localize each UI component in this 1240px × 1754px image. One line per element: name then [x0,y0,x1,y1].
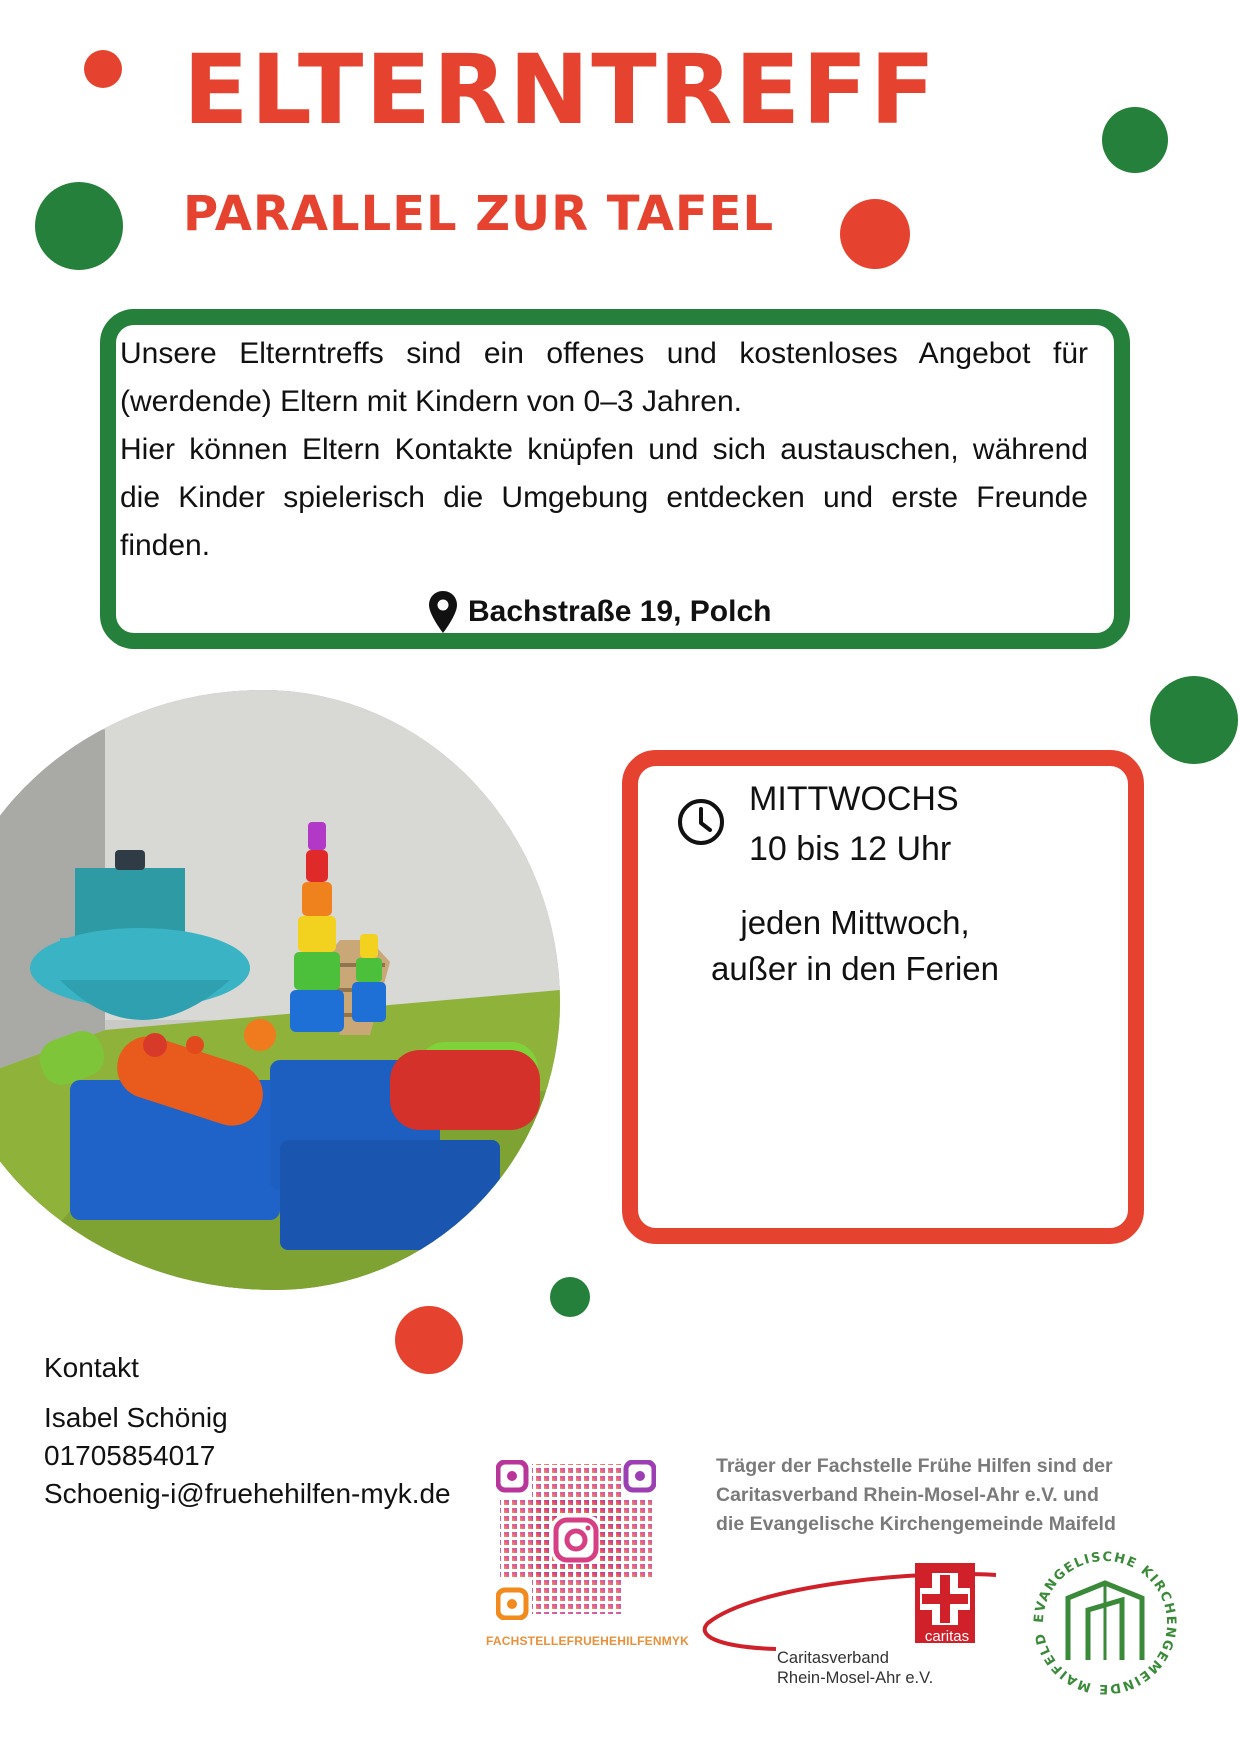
address [428,587,771,637]
sponsor-line: Caritasverband Rhein-Mosel-Ahr e.V. und [716,1484,1099,1506]
contact-name: Isabel Schönig [44,1402,228,1433]
church-logo [1030,1548,1180,1698]
decorative-dot [395,1306,463,1374]
schedule-day: MITTWOCHS [749,780,959,818]
decorative-dot [550,1277,590,1317]
caritas-name [777,1648,933,1688]
contact-heading: Kontakt [44,1352,139,1383]
page-subtitle: PARALLEL ZUR TAFEL [183,186,775,242]
info-paragraph: Unsere Elterntreffs sind ein offenes und kostenloses Angebot für (werdende) Eltern mit Kindern von 0–3 Jahren. [120,337,1088,418]
decorative-dot [1150,676,1238,764]
decorative-dot [1102,107,1168,173]
contact-email[interactable]: Schoenig-i@fruehehilfen-myk.de [44,1478,451,1509]
decorative-dot [84,50,122,88]
caritas-name-line: Rhein-Mosel-Ahr e.V. [777,1669,934,1687]
schedule-hours: 10 bis 12 Uhr [749,830,952,868]
page-title: ELTERNTREFF [183,34,938,146]
info-text [120,330,1088,570]
decorative-dot [840,199,910,269]
clock-icon [676,797,726,847]
info-paragraph: Hier können Eltern Kontakte knüpfen und sich austauschen, während die Kinder spielerisch die Umgebung entdecken und erste Freunde finden. [120,433,1088,562]
caritas-word: caritas [924,1628,970,1645]
instagram-qr-code[interactable] [496,1460,656,1620]
playroom-photo [0,690,560,1290]
contact-phone: 01705854017 [44,1440,216,1471]
sponsor-line: Träger der Fachstelle Frühe Hilfen sind der [716,1455,1113,1477]
sponsor-line: die Evangelische Kirchengemeinde Maifeld [716,1513,1116,1535]
schedule-note-line: jeden Mittwoch, [740,904,970,941]
qr-caption: FACHSTELLEFRUEHEHILFENMYK [486,1634,689,1648]
decorative-dot [35,182,123,270]
location-pin-icon [428,590,458,634]
church-logo-text: EVANGELISCHE KIRCHENGEMEINDE MAIFELD [1031,1549,1179,1697]
sponsor-text [716,1452,1186,1539]
address-text: Bachstraße 19, Polch [468,595,772,628]
schedule-note [680,900,1030,992]
caritas-name-line: Caritasverband [777,1649,889,1667]
schedule-note-line: außer in den Ferien [711,950,999,987]
